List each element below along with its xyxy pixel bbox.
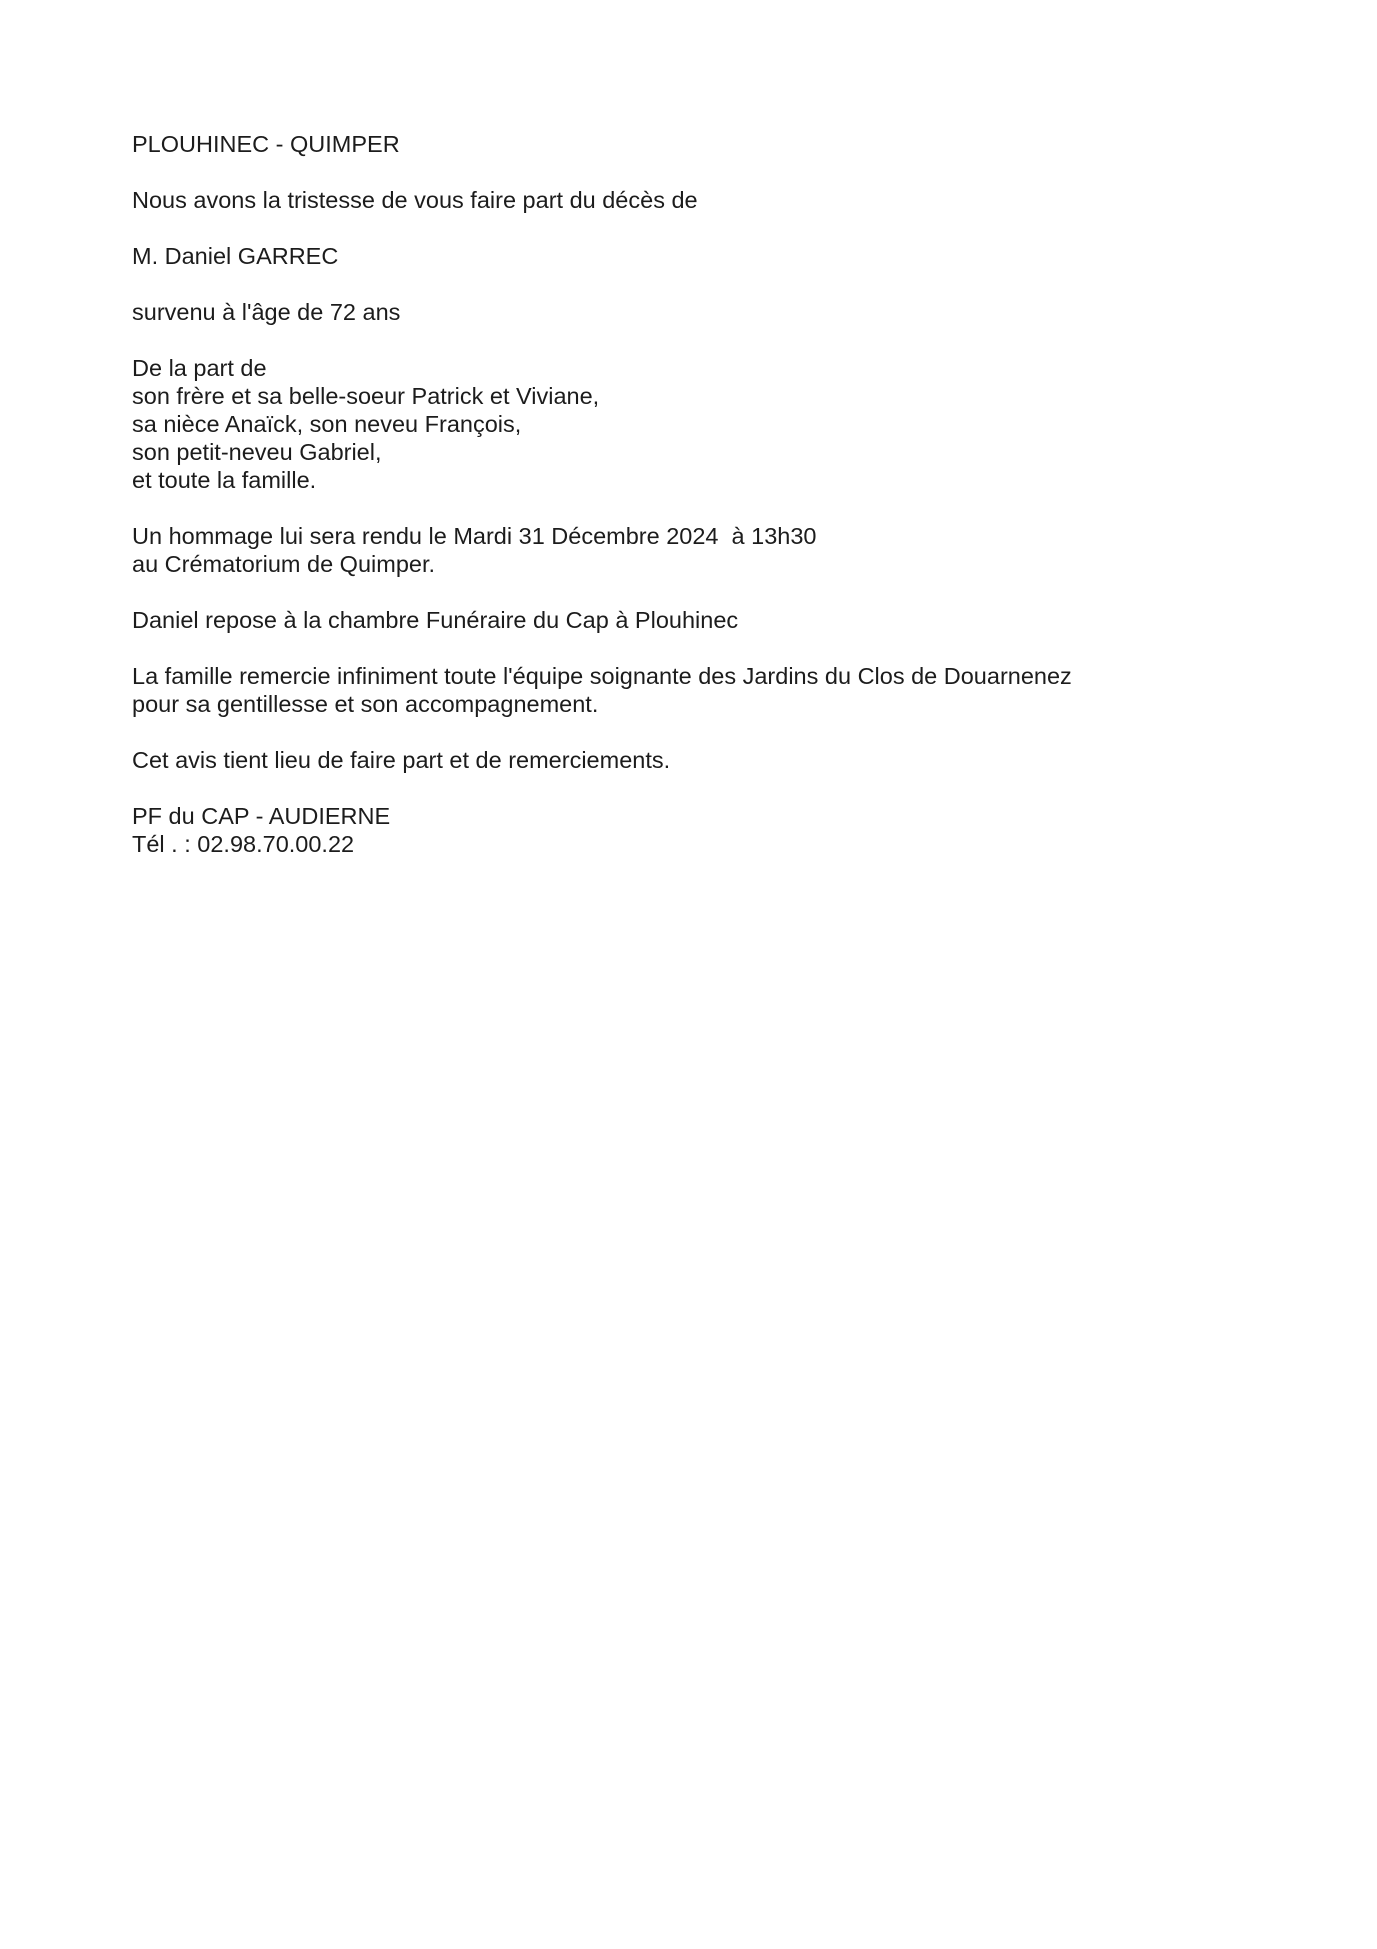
ceremony-line: Un hommage lui sera rendu le Mardi 31 Décembre 2024 à 13h30 [132, 523, 817, 549]
obituary-notice [132, 130, 1292, 886]
ceremony-line: au Crématorium de Quimper. [132, 551, 436, 577]
rest-text: Daniel repose à la chambre Funéraire du Cap à Plouhinec [132, 607, 739, 633]
funeral-home-phone: Tél . : 02.98.70.00.22 [132, 831, 355, 857]
family-line: sa nièce Anaïck, son neveu François, [132, 411, 522, 437]
funeral-home-name: PF du CAP - AUDIERNE [132, 803, 391, 829]
closing-text: Cet avis tient lieu de faire part et de remerciements. [132, 747, 671, 773]
location-text: PLOUHINEC - QUIMPER [132, 131, 400, 157]
family-line: son petit-neveu Gabriel, [132, 439, 382, 465]
family-line: De la part de [132, 355, 267, 381]
location-heading [132, 130, 1292, 158]
intro-text: Nous avons la tristesse de vous faire part du décès de [132, 187, 698, 213]
rest-paragraph [132, 606, 1292, 634]
thanks-line: pour sa gentillesse et son accompagnement. [132, 691, 599, 717]
ceremony-paragraph [132, 522, 1292, 578]
thanks-line: La famille remercie infiniment toute l'équipe soignante des Jardins du Clos de Douarnenez [132, 663, 1072, 689]
deceased-name-text: M. Daniel GARREC [132, 243, 339, 269]
family-paragraph [132, 354, 1292, 494]
family-line: son frère et sa belle-soeur Patrick et Viviane, [132, 383, 600, 409]
deceased-name [132, 242, 1292, 270]
funeral-home-paragraph [132, 802, 1292, 858]
intro-paragraph [132, 186, 1292, 214]
closing-paragraph [132, 746, 1292, 774]
thanks-paragraph [132, 662, 1292, 718]
age-text: survenu à l'âge de 72 ans [132, 299, 401, 325]
family-line: et toute la famille. [132, 467, 317, 493]
age-paragraph [132, 298, 1292, 326]
